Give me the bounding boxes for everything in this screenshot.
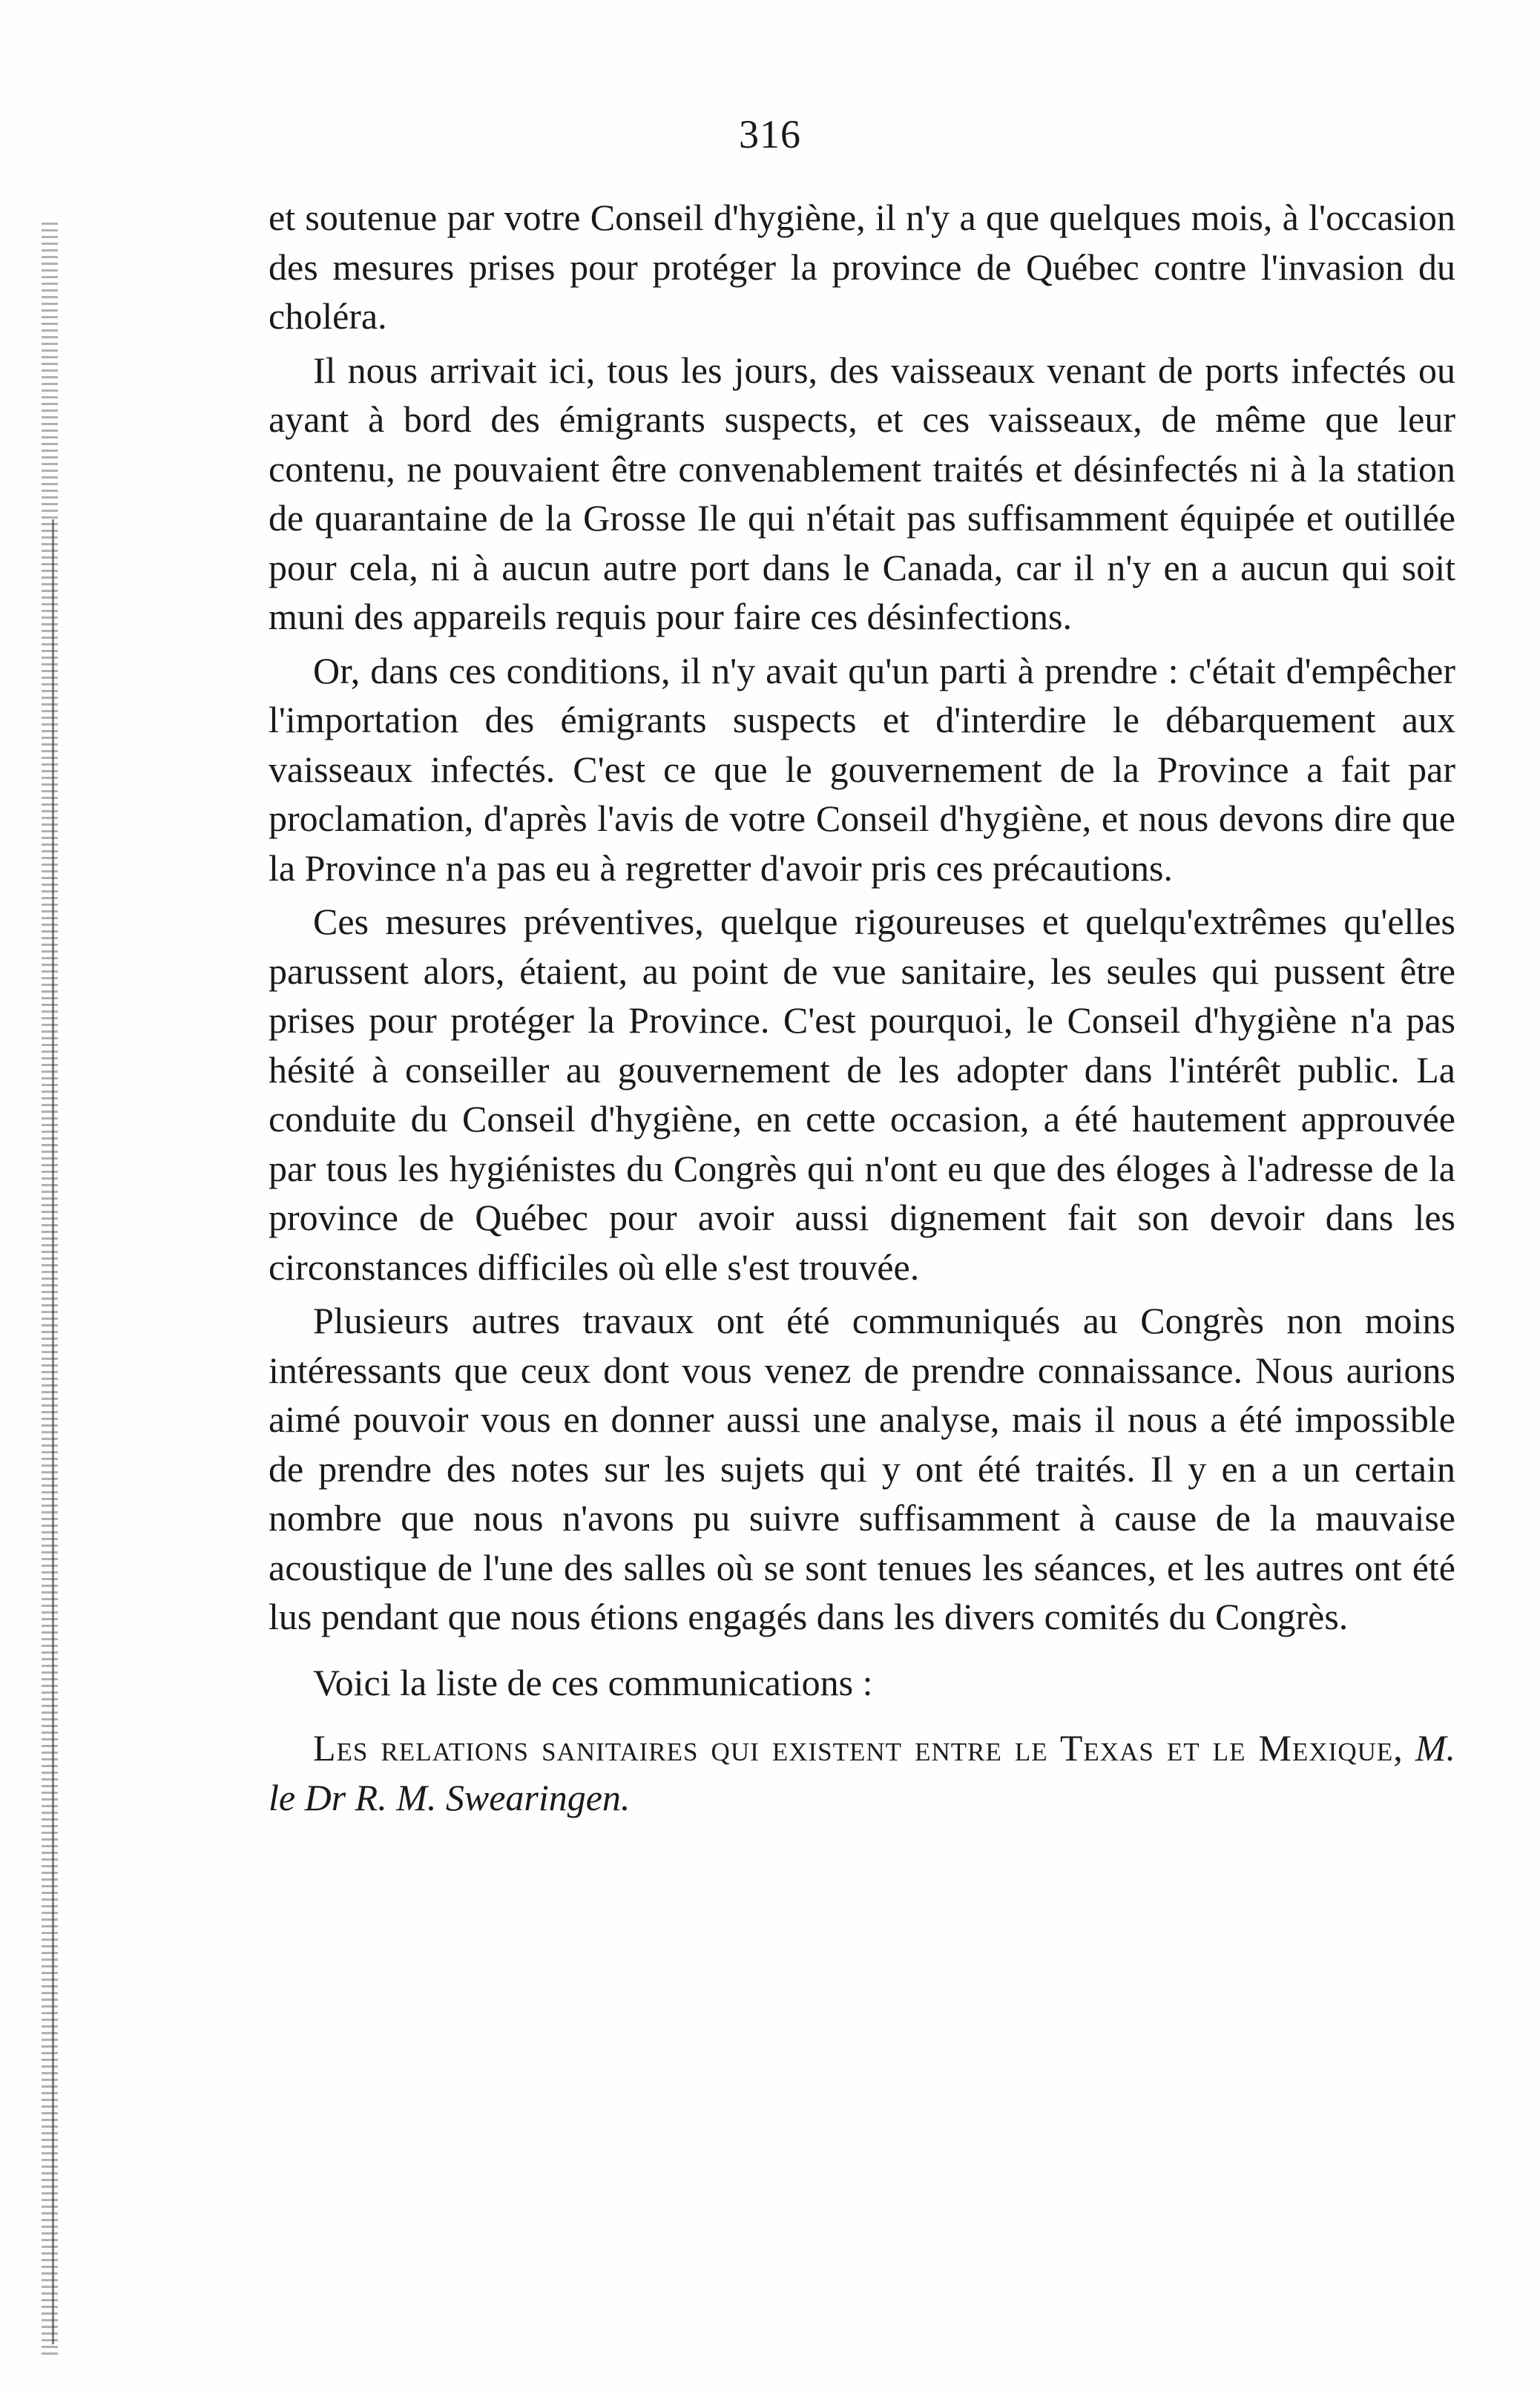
page-number: 316	[739, 112, 801, 157]
paragraph: Ces mesures préventives, quelque rigoureuses et quelqu'extrêmes qu'elles parussent alors, étaient, au point de vue sanitaire, les seules qui pussent être prises pour protéger la Province. C'est pourquoi, le Conseil d'hygiène n'a pas hésité à conseiller au gouvernement de les adopter dans l'intérêt public. La conduite du Conseil d'hygiène, en cette occasion, a été hautement approuvée par tous les hygiénistes du Congrès qui n'ont eu que des éloges à l'adresse de la province de Québec pour avoir aussi dignement fait son devoir dans les circonstances difficiles où elle s'est trouvée.	[269, 901, 1455, 1288]
paragraph: Or, dans ces conditions, il n'y avait qu'un parti à prendre : c'était d'empêcher l'importation des émigrants suspects et d'interdire le débarquement aux vaisseaux infectés. C'est ce que le gouvernement de la Province a fait par proclamation, d'après l'avis de votre Conseil d'hygiène, et nous devons dire que la Province n'a pas eu à regretter d'avoir pris ces précautions.	[269, 649, 1455, 889]
body-text	[269, 193, 1455, 1822]
binding-gutter-speckle	[42, 223, 58, 2359]
binding-gutter-line	[52, 519, 54, 2344]
paragraph: Il nous arrivait ici, tous les jours, des vaisseaux venant de ports infectés ou ayant à bord des émigrants suspects, et ces vaisseaux, de même que leur contenu, ne pouvaient être convenablement traités et désinfectés ni à la station de quarantaine de la Grosse Ile qui n'était pas suffisamment équipée et outillée pour cela, ni à aucun autre port dans le Canada, car il n'y en a aucun qui soit muni des appareils requis pour faire ces désinfections.	[269, 349, 1455, 637]
communication-entry	[269, 1723, 1455, 1822]
paragraph: Plusieurs autres travaux ont été communiqués au Congrès non moins intéressants que ceux dont vous venez de prendre connaissance. Nous aurions aimé pouvoir vous en donner aussi une analyse, mais il nous a été impossible de prendre des notes sur les sujets qui y ont été traités. Il y en a un certain nombre que nous n'avons pu suivre suffisamment à cause de la mauvaise acoustique de l'une des salles où se sont tenues les séances, et les autres ont été lus pendant que nous étions engagés dans les divers comités du Congrès.	[269, 1300, 1455, 1637]
paragraph-continuation: et soutenue par votre Conseil d'hygiène, il n'y a que quelques mois, à l'occasion des mesures prises pour protéger la province de Québec contre l'invasion du choléra.	[269, 197, 1455, 337]
communication-title: Les relations sanitaires qui existent entre le Texas et le Mexique,	[313, 1727, 1404, 1769]
list-intro: Voici la liste de ces communications :	[313, 1661, 873, 1703]
communication-author: M. le Dr R. M. Swearingen.	[269, 1727, 1455, 1818]
